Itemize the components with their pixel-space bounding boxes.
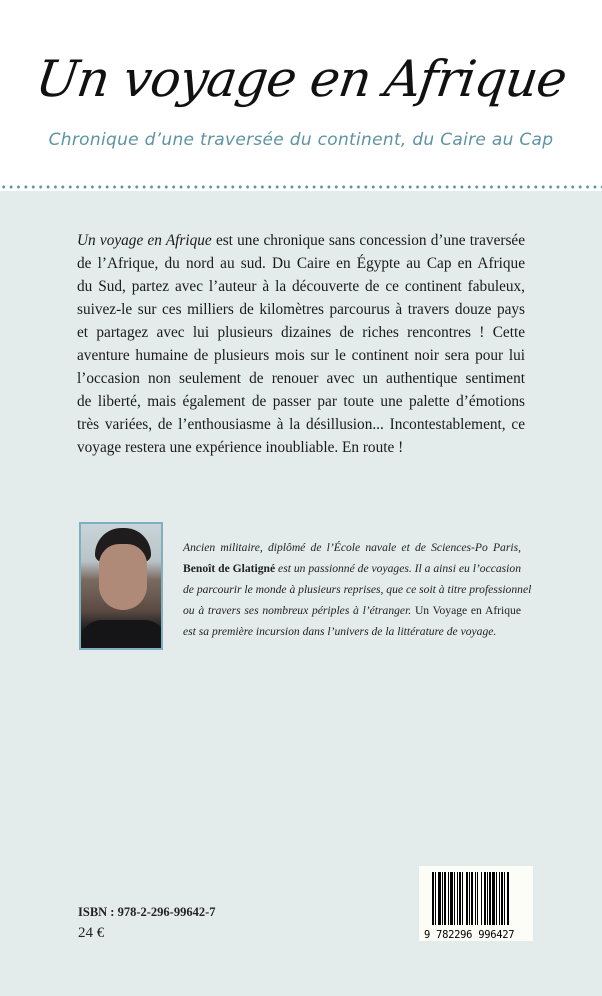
barcode-bars	[432, 872, 528, 925]
blurb-line: suivez-le sur ces milliers de kilomètres parcourus à travers douze pays	[77, 301, 525, 318]
bio-book-title: Un Voyage en Afrique	[414, 604, 521, 617]
blurb-text	[77, 229, 525, 459]
photo-shirt	[81, 620, 163, 650]
dotted-divider	[0, 185, 602, 189]
bio-line: est sa première incursion dans l’univers de la littérature de voyage.	[183, 625, 497, 638]
bio-text-segment: ou à travers ses nombreux périples à l’étranger.	[183, 604, 415, 617]
blurb-line: du Sud, partez avec l’auteur à la découverte de ce continent fabuleux,	[77, 278, 525, 295]
blurb-line: aventure humaine de plusieurs mois sur le continent noir sera pour lui	[77, 347, 525, 364]
blurb-line: voyage restera une expérience inoubliable. En route !	[77, 439, 404, 456]
bio-line: Ancien militaire, diplômé de l’École navale et de Sciences-Po Paris,	[183, 541, 521, 554]
blurb-line: et partagez avec lui plusieurs dizaines de riches rencontres ! Cette	[77, 324, 525, 341]
blurb-line: très variées, de l’enthousiasme à la désillusion... Incontestablement, ce	[77, 416, 525, 433]
photo-face	[99, 544, 147, 610]
blurb-line: l’occasion non seulement de renouer avec un authentique sentiment	[77, 370, 525, 387]
blurb-title: Un voyage en Afrique	[77, 232, 212, 249]
blurb-line: de liberté, mais également de passer par toute une palette d’émotions	[77, 393, 525, 410]
author-bio	[183, 537, 532, 642]
blurb-text-segment: est une chronique sans concession d’une traversée	[211, 232, 525, 249]
blurb-line: de l’Afrique, du nord au sud. Du Caire en Égypte au Cap en Afrique	[77, 255, 525, 272]
bio-line: de parcourir le monde à plusieurs reprises, que ce soit à titre professionnel	[183, 583, 532, 596]
cover-header	[0, 0, 602, 190]
bio-text-segment: est un passionné de voyages. Il a ainsi eu l’occasion	[275, 562, 521, 575]
barcode-bar	[509, 872, 510, 925]
barcode-number: 9 782296 996427	[424, 929, 515, 941]
author-name: Benoît de Glatigné	[183, 562, 276, 575]
bio-line	[183, 600, 521, 621]
bio-line	[183, 558, 521, 579]
isbn: ISBN : 978-2-296-99642-7	[78, 905, 216, 919]
author-photo	[79, 522, 163, 650]
barcode	[419, 866, 533, 941]
price: 24 €	[78, 925, 105, 941]
book-subtitle: Chronique d’une traversée du continent, du Caire au Cap	[48, 130, 554, 150]
book-title: Un voyage en Afrique	[32, 50, 570, 108]
blurb-line	[77, 229, 525, 252]
